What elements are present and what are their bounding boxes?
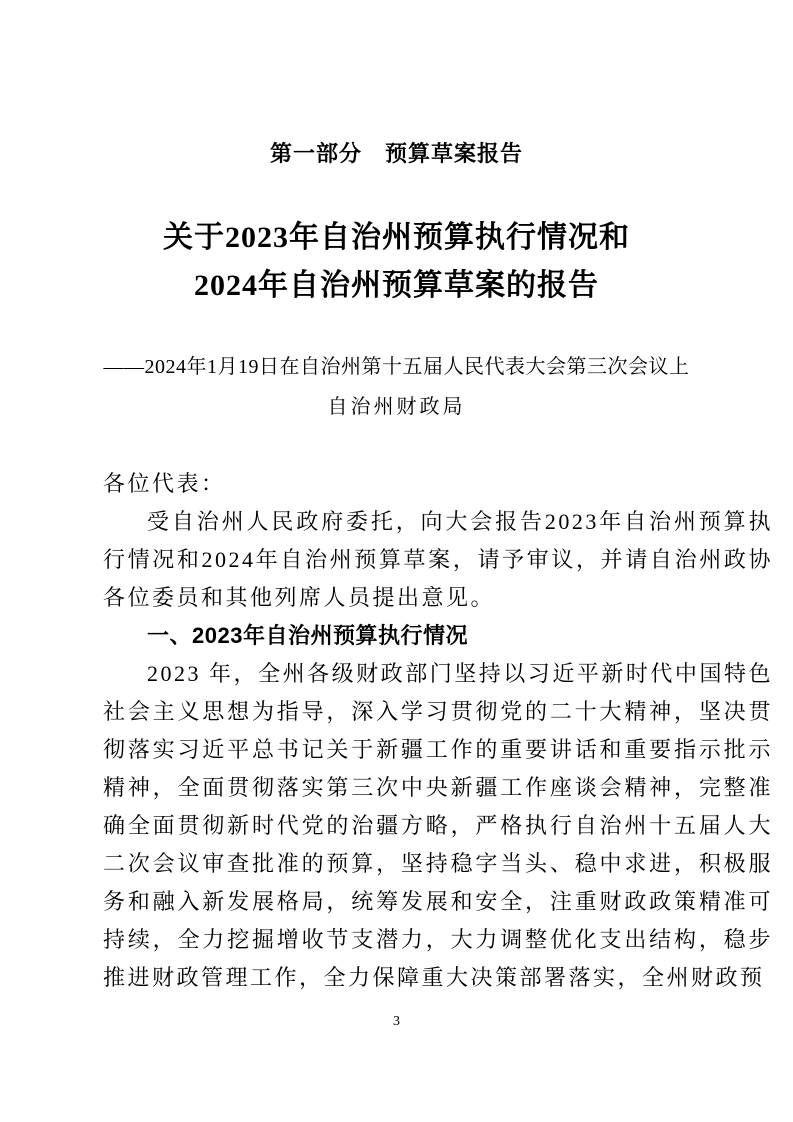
intro-paragraph: 受自治州人民政府委托，向大会报告2023年自治州预算执行情况和2024年自治州预算草案，请予审议，并请自治州政协各位委员和其他列席人员提出意见。: [103, 509, 773, 610]
body-paragraph: 2023 年，全州各级财政部门坚持以习近平新时代中国特色社会主义思想为指导，深入学习贯彻党的二十大精神，坚决贯彻落实习近平总书记关于新疆工作的重要讲话和重要指示批示精神，全面贯彻落实第三次中央新疆工作座谈会精神，完整准确全面贯彻新时代党的治疆方略，严格执行自治州十五届人大二次会议审查批准的预算，坚持稳字当头、稳中求进，积极服务和融入新发展格局，统筹发展和安全，注重财政政策精准可持续，全力挖掘增收节支潜力，大力调整优化支出结构，稳步推进财政管理工作，全力保障重大决策部署落实，全州财政预: [103, 661, 773, 990]
issuing-agency: 自治州财政局: [327, 396, 466, 418]
document-body: [103, 465, 773, 997]
section-heading: 一、2023年自治州预算执行情况: [147, 623, 468, 648]
document-title: [0, 214, 793, 310]
salutation: 各位代表：: [103, 471, 226, 496]
meeting-date-subtitle: ——2024年1月19日在自治州第十五届人民代表大会第三次会议上: [103, 356, 690, 378]
part-header: 第一部分 预算草案报告: [269, 141, 523, 166]
subtitle-block: [0, 347, 793, 427]
page-number: 3: [393, 1014, 400, 1029]
document-title-line-1: 关于2023年自治州预算执行情况和: [163, 221, 630, 254]
document-title-line-2: 2024年自治州预算草案的报告: [194, 269, 599, 302]
